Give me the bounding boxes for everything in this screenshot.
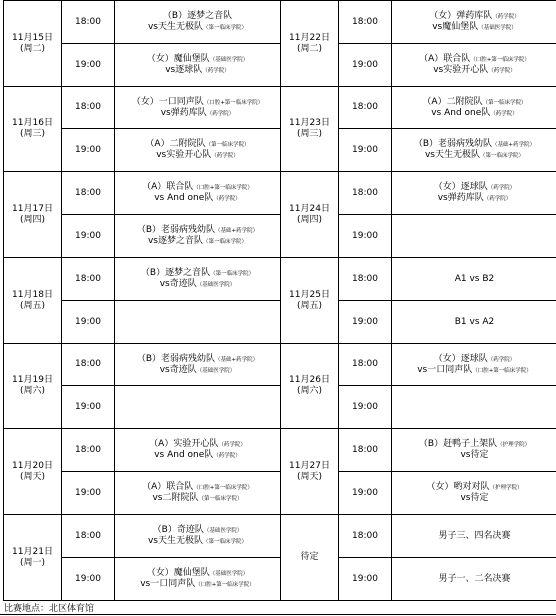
college-tag: （药学院）: [487, 356, 516, 363]
match-line: [392, 193, 556, 204]
schedule-row: [4, 258, 556, 301]
match-line: [392, 354, 556, 365]
match-line: [392, 493, 556, 504]
match-line: [115, 22, 280, 33]
team-text: （女）一口同声队: [131, 96, 204, 107]
match-cell: [115, 386, 281, 429]
match-line: [115, 279, 280, 290]
college-tag: （基础+药学院）: [492, 142, 536, 148]
date-label: 11月17日: [12, 203, 53, 214]
date-label: 11月20日: [12, 460, 53, 471]
date-label: 11月15日: [12, 32, 53, 43]
weekday-label: (周六): [19, 386, 46, 396]
weekday-label: (周二): [296, 43, 323, 54]
match-line: [115, 97, 280, 108]
team-text: （A）二附院队: [422, 96, 483, 107]
match-line: [115, 493, 280, 504]
time-cell: 18:00: [62, 1, 115, 44]
college-tag: （基础+药学院）: [215, 356, 259, 363]
match-cell: [115, 515, 281, 558]
college-tag: （药学院）: [490, 110, 518, 117]
college-tag: （口腔+第一临床学院）: [195, 582, 255, 588]
match-cell: [392, 515, 556, 558]
match-line: [115, 193, 280, 204]
college-tag: （药学院）: [211, 153, 239, 159]
match-cell: [115, 44, 281, 87]
college-tag: （药学院）: [206, 110, 235, 117]
team-text: vs二附院队: [152, 493, 199, 503]
date-cell: [4, 429, 62, 515]
schedule-row: [4, 129, 556, 172]
team-text: （B）赶鸭子上架队: [418, 439, 498, 449]
date-label: 11月24日: [289, 203, 330, 214]
team-text: （B）老弱病残幼队: [136, 353, 216, 364]
time-cell: 18:00: [339, 172, 392, 215]
time-cell: 18:00: [339, 429, 392, 472]
match-line: [392, 65, 556, 76]
match-line: [115, 536, 280, 547]
team-text: vs待定: [460, 450, 489, 460]
college-tag: （药学院）: [487, 185, 516, 191]
weekday-label: (周天): [296, 471, 323, 482]
match-cell: [392, 386, 556, 429]
time-cell: 19:00: [62, 558, 115, 601]
match-line: [392, 274, 556, 285]
team-text: vs实验开心队: [156, 150, 212, 160]
time-cell: 19:00: [339, 301, 392, 344]
team-text: （女）逐球队: [433, 353, 488, 364]
match-line: [115, 150, 280, 161]
match-line: [115, 365, 280, 376]
team-text: vs弹药库队: [437, 193, 484, 203]
time-cell: 18:00: [339, 344, 392, 386]
schedule-row: [4, 472, 556, 515]
weekday-label: (周四): [296, 214, 323, 225]
team-text: vs一口同声队: [140, 579, 196, 589]
match-line: [115, 182, 280, 193]
schedule-table: [3, 0, 556, 601]
match-cell: [392, 172, 556, 215]
college-tag: （第一临床学院）: [482, 99, 527, 106]
team-text: B1 vs A2: [454, 316, 495, 327]
match-line: [115, 54, 280, 65]
college-tag: （药学院）: [202, 68, 230, 74]
college-tag: （护理学院）: [489, 485, 523, 491]
match-line: [392, 531, 556, 542]
match-cell: [392, 558, 556, 601]
match-line: [115, 65, 280, 76]
team-text: （B）奇迹队: [152, 525, 204, 535]
date-cell: [4, 344, 62, 429]
schedule-row: [4, 215, 556, 258]
match-line: [115, 108, 280, 119]
match-line: [392, 439, 556, 450]
match-cell: [392, 215, 556, 258]
team-text: vs天生无极队: [424, 150, 480, 160]
time-cell: 18:00: [62, 172, 115, 215]
college-tag: （药学院）: [213, 453, 241, 459]
venue-note: 比赛地点：北区体育馆: [4, 604, 95, 614]
time-cell: 18:00: [62, 429, 115, 472]
team-text: 男子一、二名决赛: [438, 573, 511, 584]
match-line: [115, 579, 280, 590]
college-tag: （基础医学院）: [478, 25, 517, 31]
match-cell: [392, 258, 556, 301]
college-tag: （药学院）: [483, 196, 512, 202]
weekday-label: (周一): [19, 557, 46, 568]
match-cell: [392, 129, 556, 172]
date-cell: [281, 1, 339, 87]
time-cell: 19:00: [339, 558, 392, 601]
team-text: （A）联合队: [419, 54, 471, 64]
college-tag: （口腔+第一临床学院）: [203, 99, 264, 106]
date-label: 待定: [300, 552, 319, 562]
match-line: [115, 439, 280, 450]
match-line: [115, 354, 280, 365]
team-text: A1 vs B2: [454, 273, 495, 284]
weekday-label: (周六): [296, 386, 323, 396]
team-text: vs天生无极队: [147, 536, 203, 546]
team-text: （A）实验开心队: [149, 439, 219, 449]
team-text: vs弹药库队: [160, 107, 207, 118]
schedule-row: [4, 558, 556, 601]
match-cell: [392, 301, 556, 344]
date-cell: [281, 515, 339, 601]
time-cell: 19:00: [62, 472, 115, 515]
weekday-label: (周五): [296, 300, 323, 311]
schedule-body: [4, 1, 556, 601]
college-tag: （药学院）: [213, 196, 241, 202]
time-cell: 19:00: [62, 129, 115, 172]
time-cell: 18:00: [62, 515, 115, 558]
time-cell: 19:00: [62, 215, 115, 258]
date-label: 11月23日: [289, 118, 330, 128]
team-text: （女）弹药库队: [429, 11, 493, 21]
team-text: （女）魔仙堡队: [146, 568, 210, 578]
date-cell: [4, 172, 62, 258]
match-cell: [115, 129, 281, 172]
team-text: vs奇迹队: [159, 364, 197, 375]
date-label: 11月26日: [289, 375, 330, 385]
date-cell: [281, 87, 339, 172]
match-cell: [115, 215, 281, 258]
match-line: [392, 97, 556, 108]
match-line: [392, 482, 556, 493]
time-cell: 18:00: [62, 87, 115, 129]
match-line: [392, 365, 556, 376]
date-cell: [4, 87, 62, 172]
date-label: 11月22日: [289, 32, 330, 43]
match-cell: [392, 344, 556, 386]
match-cell: [115, 301, 281, 344]
date-label: 11月25日: [289, 289, 330, 300]
date-cell: [4, 258, 62, 344]
college-tag: （基础医学院）: [209, 571, 249, 577]
time-cell: 19:00: [339, 129, 392, 172]
match-line: [115, 11, 280, 22]
team-text: （B）逐梦之音队: [162, 11, 233, 21]
college-tag: （基础+药学院）: [215, 228, 259, 234]
time-cell: 18:00: [339, 515, 392, 558]
college-tag: （第一临床学院）: [480, 153, 525, 159]
team-text: vs逐球队: [165, 65, 203, 75]
date-cell: [4, 515, 62, 601]
team-text: vs And one队: [431, 107, 491, 118]
match-line: [115, 568, 280, 579]
team-text: （女）逐球队: [433, 182, 488, 192]
college-tag: （药学院）: [492, 14, 520, 20]
time-cell: 19:00: [339, 215, 392, 258]
time-cell: 18:00: [62, 258, 115, 301]
match-cell: [392, 429, 556, 472]
team-text: （B）老弱病残幼队: [413, 139, 493, 149]
date-cell: [281, 344, 339, 429]
time-cell: 18:00: [62, 344, 115, 386]
weekday-label: (周三): [19, 129, 46, 139]
college-tag: （口腔+第一临床学院）: [472, 367, 532, 374]
team-text: vs逐梦之音队: [147, 236, 203, 246]
match-line: [115, 268, 280, 279]
team-text: vs And one队: [154, 450, 214, 460]
date-cell: [281, 172, 339, 258]
match-cell: [115, 429, 281, 472]
college-tag: （第一临床学院）: [203, 25, 248, 31]
match-line: [392, 108, 556, 119]
team-text: （B）老弱病残幼队: [136, 225, 216, 235]
schedule-row: [4, 301, 556, 344]
weekday-label: (周五): [19, 300, 46, 311]
match-cell: [115, 1, 281, 44]
team-text: （A）二附院队: [145, 139, 206, 149]
college-tag: （第一临床学院）: [203, 239, 248, 245]
match-cell: [392, 87, 556, 129]
match-line: [392, 182, 556, 193]
date-label: 11月27日: [289, 460, 330, 471]
match-cell: [115, 258, 281, 301]
weekday-label: (周二): [19, 43, 46, 54]
match-cell: [115, 472, 281, 515]
match-line: [392, 54, 556, 65]
schedule-row: [4, 44, 556, 87]
time-cell: 19:00: [339, 44, 392, 87]
match-cell: [392, 1, 556, 44]
date-cell: [281, 258, 339, 344]
match-line: [392, 11, 556, 22]
college-tag: （第一临床学院）: [205, 142, 250, 148]
team-text: vs待定: [460, 493, 489, 503]
match-line: [115, 236, 280, 247]
college-tag: （基础医学院）: [203, 528, 243, 534]
match-cell: [115, 172, 281, 215]
match-line: [392, 139, 556, 150]
match-cell: [392, 44, 556, 87]
time-cell: 19:00: [62, 386, 115, 429]
date-label: 11月21日: [12, 546, 53, 557]
college-tag: （基础医学院）: [209, 57, 249, 63]
schedule-row: [4, 87, 556, 129]
match-line: [115, 225, 280, 236]
college-tag: （口腔+第一临床学院）: [193, 185, 253, 191]
date-cell: [4, 1, 62, 87]
match-cell: [115, 344, 281, 386]
schedule-row: [4, 386, 556, 429]
college-tag: （基础医学院）: [196, 367, 236, 374]
team-text: vs魔仙堡队: [432, 22, 479, 32]
match-line: [392, 574, 556, 585]
date-label: 11月18日: [12, 289, 53, 300]
weekday-label: (周四): [19, 214, 46, 225]
match-line: [115, 450, 280, 461]
match-line: [392, 22, 556, 33]
time-cell: 18:00: [339, 258, 392, 301]
match-cell: [115, 87, 281, 129]
match-cell: [115, 558, 281, 601]
schedule-row: [4, 429, 556, 472]
college-tag: （护理学院）: [497, 442, 531, 448]
team-text: 男子三、四名决赛: [438, 530, 511, 541]
college-tag: （口腔+第一临床学院）: [470, 57, 530, 63]
match-line: [392, 450, 556, 461]
college-tag: （药学院）: [218, 442, 246, 448]
time-cell: 19:00: [339, 472, 392, 515]
match-line: [115, 525, 280, 536]
match-line: [115, 482, 280, 493]
weekday-label: (周三): [296, 129, 323, 139]
college-tag: （第一临床学院）: [198, 496, 243, 502]
time-cell: 19:00: [62, 301, 115, 344]
team-text: vs实验开心队: [433, 65, 489, 75]
date-cell: [281, 429, 339, 515]
team-text: （B）逐梦之音队: [140, 268, 211, 278]
team-text: （A）联合队: [142, 482, 194, 492]
team-text: vs奇迹队: [159, 279, 197, 289]
match-cell: [392, 472, 556, 515]
time-cell: 19:00: [339, 386, 392, 429]
college-tag: （基础医学院）: [196, 282, 236, 288]
college-tag: （第一临床学院）: [203, 539, 248, 545]
team-text: vs一口同声队: [417, 364, 473, 375]
match-line: [115, 139, 280, 150]
schedule-row: [4, 344, 556, 386]
match-line: [392, 317, 556, 328]
team-text: （女）哟对对队: [426, 482, 490, 492]
match-line: [392, 150, 556, 161]
team-text: vs天生无极队: [147, 22, 203, 32]
team-text: （A）联合队: [142, 182, 194, 192]
schedule-row: [4, 515, 556, 558]
time-cell: 19:00: [62, 44, 115, 87]
college-tag: （口腔+第一临床学院）: [193, 485, 253, 491]
date-label: 11月19日: [12, 375, 53, 385]
team-text: （女）魔仙堡队: [146, 54, 210, 64]
college-tag: （第一临床学院）: [210, 271, 255, 277]
team-text: vs And one队: [154, 193, 214, 203]
date-label: 11月16日: [12, 118, 53, 128]
schedule-row: [4, 172, 556, 215]
schedule-row: [4, 1, 556, 44]
college-tag: （药学院）: [488, 68, 516, 74]
bottom-rule: [0, 614, 556, 615]
time-cell: 18:00: [339, 87, 392, 129]
weekday-label: (周天): [19, 471, 46, 482]
time-cell: 18:00: [339, 1, 392, 44]
